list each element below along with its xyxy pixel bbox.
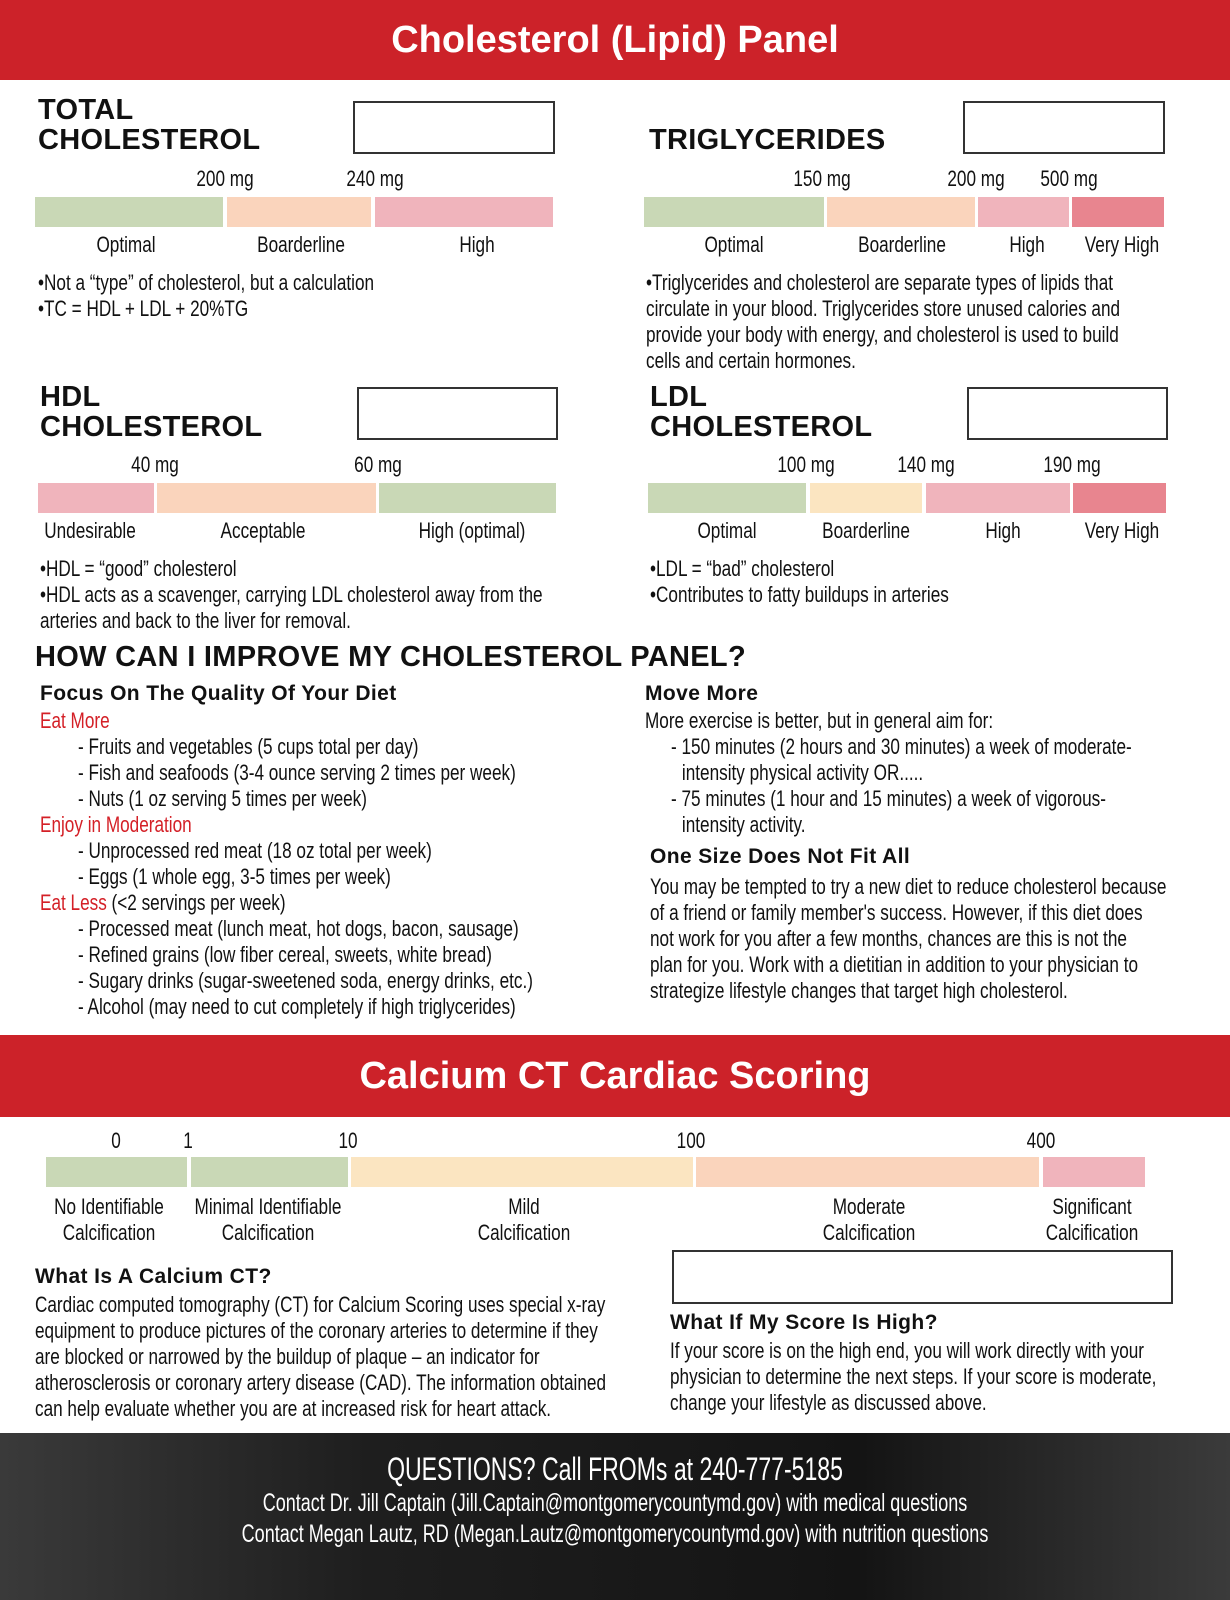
fit-title: One Size Does Not Fit All (650, 845, 911, 868)
calcium-tick-label: 0 (111, 1128, 121, 1153)
what-line: Cardiac computed tomography (CT) for Calcium Scoring uses special x-ray (35, 1292, 606, 1317)
trig-range-1 (827, 197, 975, 227)
trig-range-label: High (1009, 232, 1045, 257)
eat-less-item: - Alcohol (may need to cut completely if high triglycerides) (78, 994, 516, 1019)
total-title (38, 95, 260, 155)
eat-less-item: - Processed meat (lunch meat, hot dogs, bacon, sausage) (78, 916, 519, 941)
questions-line: QUESTIONS? Call FROMs at 240-777-5185 (387, 1451, 843, 1487)
ldl-range-label: High (985, 518, 1021, 543)
ldl-range-0 (648, 483, 806, 513)
move-title: Move More (645, 682, 759, 705)
calcium-score-box[interactable] (672, 1250, 1173, 1304)
trig-note-line: •Triglycerides and cholesterol are separate types of lipids that (646, 270, 1114, 295)
calcium-range-1 (191, 1157, 348, 1187)
total-note-line: •Not a “type” of cholesterol, but a calculation (38, 270, 375, 295)
high-line: change your lifestyle as discussed above. (670, 1390, 987, 1415)
move-item: intensity physical activity OR..... (681, 760, 924, 785)
hdl-note-line: arteries and back to the liver for removal. (40, 608, 351, 633)
trig-range-label: Optimal (704, 232, 764, 257)
calcium-range-label-line: Minimal Identifiable (194, 1194, 342, 1219)
eat-more-item: - Fish and seafoods (3-4 ounce serving 2 times per week) (78, 760, 516, 785)
trig-range-3 (1072, 197, 1164, 227)
calcium-tick-label: 1 (183, 1128, 193, 1153)
total-value-box[interactable] (353, 101, 555, 154)
diet-title: Focus On The Quality Of Your Diet (40, 682, 397, 705)
what-line: can help evaluate whether you are at increased risk for heart attack. (35, 1396, 552, 1421)
lipid-panel-header (0, 0, 1230, 80)
fit-line: You may be tempted to try a new diet to reduce cholesterol because (650, 874, 1167, 899)
move-intro: More exercise is better, but in general aim for: (645, 708, 994, 733)
hdl-value-box[interactable] (357, 387, 558, 440)
fit-line: plan for you. Work with a dietitian in addition to your physician to (650, 952, 1139, 977)
ldl-value-box[interactable] (967, 387, 1168, 440)
calcium-range-label-line: Calcification (221, 1220, 315, 1245)
trig-title (649, 125, 885, 155)
moderation-item: - Eggs (1 whole egg, 3-5 times per week) (78, 864, 391, 889)
trig-note-line: provide your body with energy, and cholesterol is used to build (646, 322, 1119, 347)
ldl-notes (650, 556, 1033, 608)
hdl-title (40, 382, 262, 442)
calcium-range-label-line: Calcification (822, 1220, 916, 1245)
what-section (35, 1262, 635, 1422)
page-title: Cholesterol (Lipid) Panel (391, 19, 839, 61)
fit-line: strategize lifestyle changes that target high cholesterol. (650, 978, 1068, 1003)
diet-section (40, 680, 600, 1020)
hdl-range-1 (157, 483, 376, 513)
hdl-tick-label: 40 mg (131, 452, 179, 477)
hdl-note-line: •HDL = “good” cholesterol (40, 556, 237, 581)
trig-range-label: Very High (1084, 232, 1160, 257)
what-line: are blocked or narrowed by the buildup of plaque – an indicator for (35, 1344, 540, 1369)
trig-note-line: cells and certain hormones. (646, 348, 856, 373)
contact-medical: Contact Dr. Jill Captain (Jill.Captain@montgomerycountymd.gov) with medical questions (262, 1489, 968, 1517)
ldl-range-label: Optimal (697, 518, 757, 543)
hdl-title-line: HDL (40, 381, 101, 413)
calcium-range-label-line: Significant (1052, 1194, 1132, 1219)
calcium-range-label-line: Moderate (832, 1194, 906, 1219)
move-item: - 75 minutes (1 hour and 15 minutes) a week of vigorous- (671, 786, 1106, 811)
what-line: equipment to produce pictures of the coronary arteries to determine if they (35, 1318, 598, 1343)
ldl-range-1 (810, 483, 922, 513)
eat-less-line (40, 890, 477, 916)
move-item: - 150 minutes (2 hours and 30 minutes) a week of moderate- (671, 734, 1132, 759)
move-section (645, 680, 1205, 1004)
hdl-range-label: Undesirable (44, 518, 136, 543)
calcium-range-label-line: No Identifiable (54, 1194, 164, 1219)
ldl-note-line: •LDL = “bad” cholesterol (650, 556, 835, 581)
trig-title-line: TRIGLYCERIDES (649, 124, 886, 156)
ldl-note-line: •Contributes to fatty buildups in arteries (650, 582, 949, 607)
eat-less-note: (<2 servings per week) (106, 890, 286, 915)
calcium-tick-label: 100 (676, 1128, 706, 1153)
calcium-range-label (478, 1194, 571, 1246)
improve-title: HOW CAN I IMPROVE MY CHOLESTEROL PANEL? (35, 641, 746, 673)
ldl-title (650, 382, 872, 442)
what-title: What Is A Calcium CT? (35, 1265, 272, 1288)
hdl-range-label: High (optimal) (418, 518, 526, 543)
trig-note-line: circulate in your blood. Triglycerides store unused calories and (646, 296, 1121, 321)
total-range-0 (35, 197, 223, 227)
total-title-line: TOTAL (38, 94, 134, 126)
trig-range-label: Boarderline (858, 232, 946, 257)
footer (0, 1433, 1230, 1600)
total-tick-label: 240 mg (346, 166, 404, 191)
eat-less-item: - Sugary drinks (sugar-sweetened soda, energy drinks, etc.) (78, 968, 533, 993)
hdl-notes (40, 556, 684, 634)
high-title: What If My Score Is High? (670, 1311, 938, 1334)
calcium-title: Calcium CT Cardiac Scoring (359, 1055, 871, 1097)
trig-tick-label: 150 mg (793, 166, 851, 191)
ldl-range-2 (926, 483, 1070, 513)
moderation-item: - Unprocessed red meat (18 oz total per week) (78, 838, 432, 863)
calcium-range-0 (46, 1157, 187, 1187)
total-notes (38, 270, 469, 322)
trig-value-box[interactable] (963, 101, 1165, 154)
calcium-range-label-line: Calcification (1045, 1220, 1139, 1245)
calcium-range-label-line: Mild (508, 1194, 540, 1219)
calcium-range-label (54, 1194, 164, 1246)
eat-more-item: - Fruits and vegetables (5 cups total per day) (78, 734, 419, 759)
ldl-range-label: Boarderline (822, 518, 910, 543)
trig-tick-label: 200 mg (947, 166, 1005, 191)
what-line: atherosclerosis or coronary artery disease (CAD). The information obtained (35, 1370, 606, 1395)
total-range-1 (227, 197, 371, 227)
total-range-label: Boarderline (257, 232, 345, 257)
moderation-label: Enjoy in Moderation (40, 812, 192, 837)
contact-nutrition: Contact Megan Lautz, RD (Megan.Lautz@montgomerycountymd.gov) with nutrition questions (241, 1520, 989, 1548)
total-range-2 (375, 197, 553, 227)
calcium-header (0, 1035, 1230, 1117)
hdl-title-line: CHOLESTEROL (40, 411, 263, 443)
ldl-title-line: LDL (650, 381, 708, 413)
ldl-title-line: CHOLESTEROL (650, 411, 873, 443)
eat-less-label: Eat Less (40, 890, 107, 915)
hdl-range-2 (379, 483, 556, 513)
ldl-range-3 (1073, 483, 1166, 513)
calcium-range-label (823, 1194, 916, 1246)
move-item: intensity activity. (681, 812, 806, 837)
trig-range-0 (644, 197, 824, 227)
calcium-range-3 (696, 1157, 1039, 1187)
trig-tick-label: 500 mg (1040, 166, 1098, 191)
high-line: If your score is on the high end, you will work directly with your (670, 1338, 1145, 1363)
ldl-range-label: Very High (1084, 518, 1160, 543)
high-line: physician to determine the next steps. If your score is moderate, (670, 1364, 1157, 1389)
eat-less-item: - Refined grains (low fiber cereal, sweets, white bread) (78, 942, 492, 967)
hdl-range-0 (38, 483, 154, 513)
calcium-tick-label: 400 (1026, 1128, 1056, 1153)
hdl-range-label: Acceptable (220, 518, 306, 543)
hdl-tick-label: 60 mg (354, 452, 402, 477)
hdl-note-line: •HDL acts as a scavenger, carrying LDL cholesterol away from the (40, 582, 543, 607)
fit-line: of a friend or family member's success. However, if this diet does (650, 900, 1143, 925)
calcium-range-label (195, 1194, 342, 1246)
eat-more-label: Eat More (40, 708, 110, 733)
ldl-tick-label: 190 mg (1043, 452, 1101, 477)
calcium-range-label-line: Calcification (62, 1220, 156, 1245)
total-range-label: Optimal (96, 232, 156, 257)
total-note-line: •TC = HDL + LDL + 20%TG (38, 296, 249, 321)
calcium-range-label-line: Calcification (477, 1220, 571, 1245)
ldl-tick-label: 100 mg (777, 452, 835, 477)
total-title-line: CHOLESTEROL (38, 124, 261, 156)
total-range-label: High (459, 232, 495, 257)
calcium-range-2 (351, 1157, 693, 1187)
calcium-range-4 (1043, 1157, 1145, 1187)
total-tick-label: 200 mg (196, 166, 254, 191)
high-section (670, 1308, 1210, 1416)
eat-more-item: - Nuts (1 oz serving 5 times per week) (78, 786, 367, 811)
trig-notes (646, 270, 1230, 374)
trig-range-2 (978, 197, 1069, 227)
ldl-tick-label: 140 mg (897, 452, 955, 477)
fit-line: not work for you after a few months, chances are this is not the (650, 926, 1127, 951)
calcium-tick-label: 10 (338, 1128, 358, 1153)
calcium-range-label (1046, 1194, 1139, 1246)
